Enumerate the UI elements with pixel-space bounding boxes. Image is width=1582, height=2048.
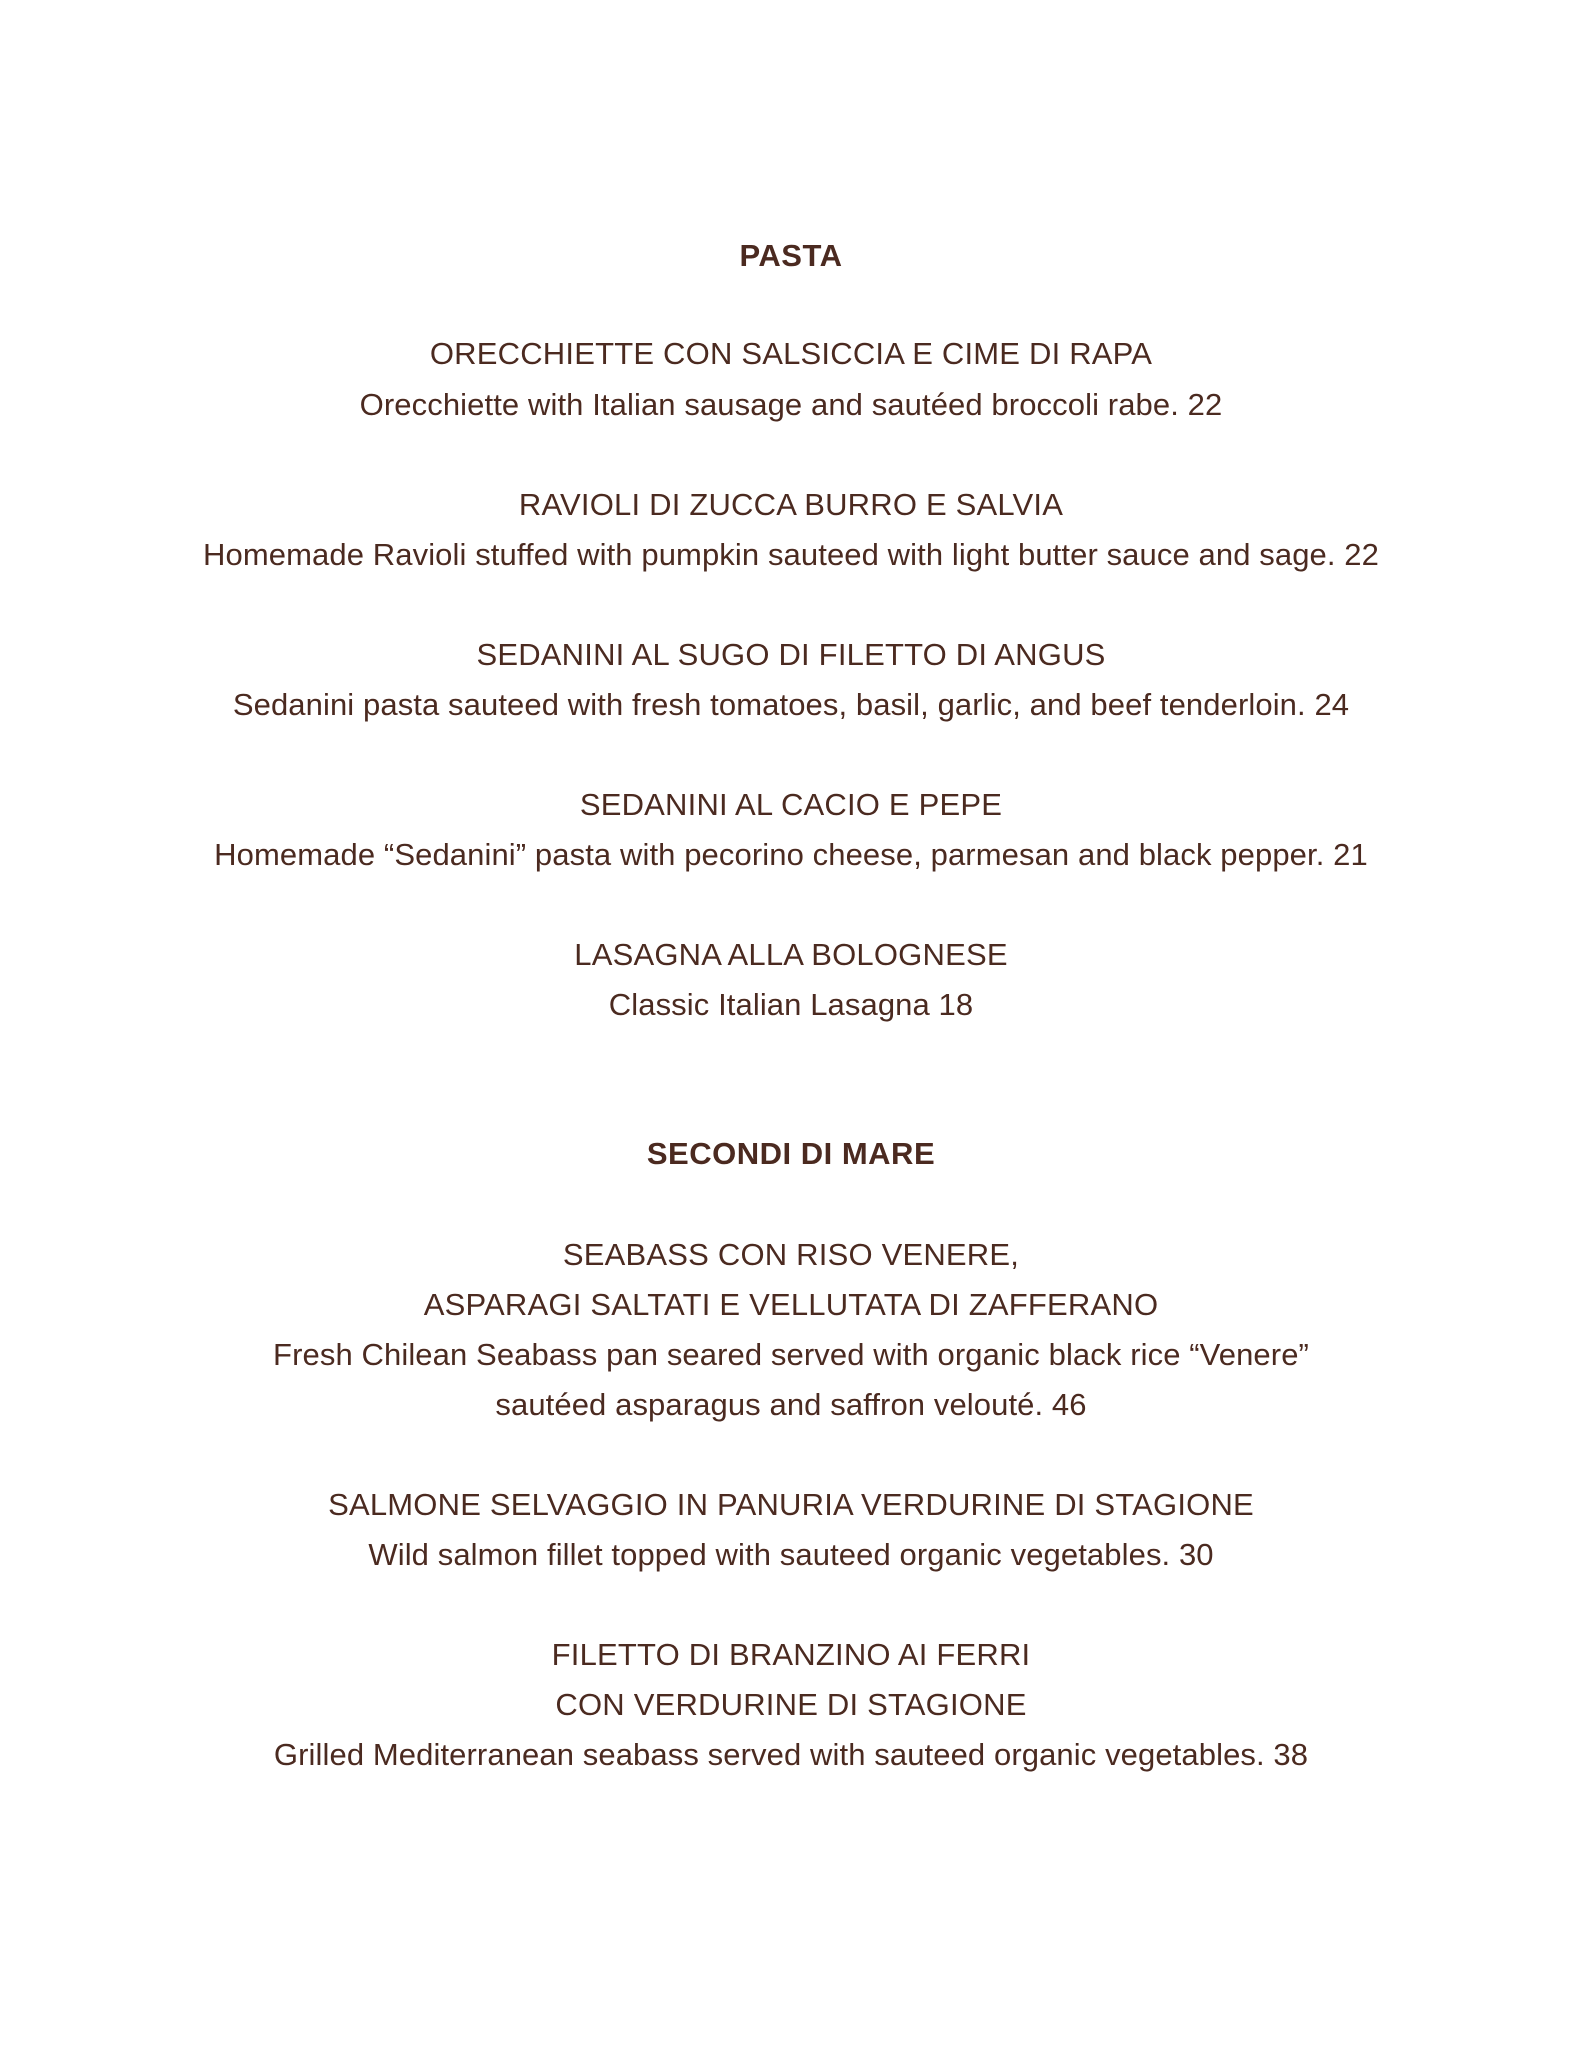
section-title-pasta: PASTA <box>739 238 843 273</box>
dish-name-seabass-line-2: ASPARAGI SALTATI E VELLUTATA DI ZAFFERANO <box>423 1287 1159 1322</box>
section-title-secondi-di-mare: SECONDI DI MARE <box>646 1136 936 1171</box>
dish-name-branzino-line-1: FILETTO DI BRANZINO AI FERRI <box>551 1637 1031 1672</box>
dish-desc-orecchiette: Orecchiette with Italian sausage and sautéed broccoli rabe. 22 <box>359 387 1223 422</box>
dish-desc-cacio-e-pepe: Homemade “Sedanini” pasta with pecorino cheese, parmesan and black pepper. 21 <box>214 837 1368 872</box>
dish-name-sedanini-angus: SEDANINI AL SUGO DI FILETTO DI ANGUS <box>476 637 1106 672</box>
dish-name-ravioli: RAVIOLI DI ZUCCA BURRO E SALVIA <box>518 487 1064 522</box>
dish-name-orecchiette: ORECCHIETTE CON SALSICCIA E CIME DI RAPA <box>429 336 1153 371</box>
dish-desc-sedanini-angus: Sedanini pasta sauteed with fresh tomatoes, basil, garlic, and beef tenderloin. 24 <box>232 687 1350 722</box>
dish-name-seabass-line-1: SEABASS CON RISO VENERE, <box>562 1237 1020 1272</box>
dish-name-salmone: SALMONE SELVAGGIO IN PANURIA VERDURINE DI STAGIONE <box>328 1487 1254 1522</box>
dish-name-branzino-line-2: CON VERDURINE DI STAGIONE <box>555 1687 1027 1722</box>
dish-desc-salmone: Wild salmon fillet topped with sauteed organic vegetables. 30 <box>368 1537 1214 1572</box>
dish-name-lasagna: LASAGNA ALLA BOLOGNESE <box>574 937 1008 972</box>
dish-desc-ravioli: Homemade Ravioli stuffed with pumpkin sauteed with light butter sauce and sage. 22 <box>203 537 1379 572</box>
dish-desc-seabass-line-1: Fresh Chilean Seabass pan seared served with organic black rice “Venere” <box>273 1337 1309 1372</box>
dish-desc-seabass-line-2: sautéed asparagus and saffron velouté. 46 <box>495 1387 1087 1422</box>
dish-desc-lasagna: Classic Italian Lasagna 18 <box>608 987 974 1022</box>
dish-name-cacio-e-pepe: SEDANINI AL CACIO E PEPE <box>579 787 1003 822</box>
dish-desc-branzino: Grilled Mediterranean seabass served with sauteed organic vegetables. 38 <box>273 1737 1309 1772</box>
